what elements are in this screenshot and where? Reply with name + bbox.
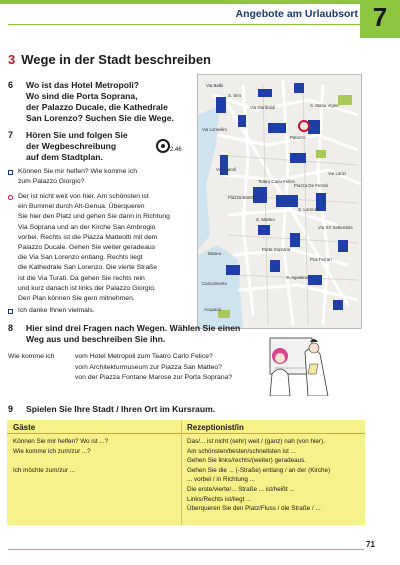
exercise-6-line: Wo sind die Porta Soprana,	[26, 91, 138, 101]
guest-phrase	[13, 456, 178, 466]
woman-with-map-illustration	[250, 334, 360, 396]
table-header-reception: Rezeptionist/in	[187, 423, 244, 432]
exercise-7-line: der Wegbeschreibung	[26, 141, 117, 151]
map-label: Via Cairoli	[216, 167, 236, 172]
map-label: Palazzo	[290, 135, 306, 140]
dialog-turn-3	[8, 306, 193, 316]
guest-phrase: Können Sie mir helfen? Wo ist ...?	[13, 438, 109, 445]
dialog-line: Der ist nicht weit von hier. Am schönsten ist	[18, 193, 149, 200]
exercise-9-title: Spielen Sie Ihre Stadt / Ihren Ort im Kursraum.	[26, 404, 216, 414]
exercise-6-line: Wo ist das Hotel Metropoli?	[26, 80, 139, 90]
reception-phrase: ... vorbei / in Richtung ...	[187, 476, 255, 484]
dialog-line: Via Soprana und an der Kirche San Ambrogio	[18, 223, 156, 231]
reception-phrase: Gehen Sie die ... (-Straße) entlang / an der (Kirche)	[187, 466, 331, 474]
exercise-6-line: der Palazzo Ducale, die Kathedrale	[26, 102, 168, 112]
reception-phrase: Das/... ist nicht (sehr) weit / (ganz) nah (von hier).	[187, 438, 325, 445]
route-option: vom Hotel Metropoli zum Teatro Carlo Felice?	[75, 353, 213, 360]
map-label: Caricamento	[202, 281, 227, 286]
exercise-7-text	[26, 130, 128, 163]
dialog-line: und kurz danach ist links der Palazzo Giorgio.	[18, 284, 156, 292]
table-header-guests: Gäste	[13, 423, 36, 432]
map-label: S. Lorenzo	[298, 207, 320, 212]
dialog-line: die Via San Lorenzo entlang. Rechts liegt	[18, 254, 143, 262]
page-number: 71	[366, 540, 375, 549]
exercise-8-line: Weg aus und beschreiben Sie ihn.	[26, 334, 166, 344]
exercise-8-text	[26, 323, 240, 345]
reception-phrase: Die erste/vierte/... Straße ... ist/heißt ...	[187, 485, 295, 493]
dialog-line: Ich danke Ihnen vielmals.	[18, 307, 95, 314]
phrase-table	[7, 420, 365, 525]
city-map[interactable]	[197, 74, 362, 329]
dialog-line: Palazzo Ducale. Gehen Sie weiter geradeaus	[18, 244, 156, 252]
exercise-8-line: Hier sind drei Fragen nach Wegen. Wählen Sie einen	[26, 323, 241, 333]
map-label: S. Maria Vigne	[310, 103, 339, 108]
exercise-7-number: 7	[8, 130, 14, 140]
exercise-6-text	[26, 80, 174, 124]
route-prompt: Wie komme ich	[8, 353, 55, 360]
table-column-divider	[181, 420, 182, 525]
map-label: Piazza Banchi	[228, 195, 256, 200]
map-label: Via Garibaldi	[250, 105, 276, 110]
dialog-line: Können Sie mir helfen? Wie komme ich	[18, 168, 137, 175]
map-label: Via Lanzi	[328, 171, 346, 176]
dialog-turn-2	[8, 192, 193, 304]
map-label: Via XX Settembre	[318, 225, 353, 230]
exercise-7-line: auf dem Stadtplan.	[26, 152, 103, 162]
audio-track-label: 2.46	[170, 147, 182, 153]
chapter-badge	[360, 0, 400, 38]
map-label: S. Agostino	[286, 275, 309, 280]
guest-phrase: Wie komme ich zum/zur ...?	[13, 447, 91, 455]
header-accent-bar	[0, 0, 362, 4]
exercise-8-routes	[8, 352, 232, 384]
map-label: Teatro Carlo Felice	[258, 179, 295, 184]
exercise-6-number: 6	[8, 80, 14, 90]
reception-phrase: Gehen Sie links/rechts/(weiter) geradeaus.	[187, 457, 306, 465]
exercise-7-line: Hören Sie und folgen Sie	[26, 130, 128, 140]
dialog-line: ein Bummel durch Alt-Genua. Überqueren	[18, 203, 145, 211]
guest-phrase: Ich möchte zum/zur ...	[13, 466, 75, 474]
guests-column	[13, 437, 178, 475]
exercise-9-number: 9	[8, 404, 14, 414]
map-label: Piazza De Ferrari	[294, 183, 329, 188]
reception-column	[187, 437, 363, 514]
map-label: Museo	[208, 251, 222, 256]
section-title-text: Wege in der Stadt beschreiben	[21, 52, 211, 67]
map-label: Via Lomellini	[202, 127, 227, 132]
dialog-line: ist die Via Turati. Da gehen Sie rechts rein	[18, 274, 145, 282]
exercise-6-line: San Lorenzo? Suchen Sie die Wege.	[26, 113, 174, 123]
hotel-location-marker[interactable]	[298, 120, 310, 132]
map-label: Pza Ferrari	[310, 257, 332, 262]
map-label: S. Siro	[228, 93, 242, 98]
reception-phrase: Links/Rechts ist/liegt ...	[187, 495, 252, 503]
chapter-number: 7	[372, 2, 388, 32]
route-option: vom Architekturmuseum zur Piazza San Matteo?	[75, 363, 222, 371]
map-label: Via Balbi	[206, 83, 224, 88]
table-header-rule	[7, 433, 365, 434]
chapter-title: Angebote am Urlaubsort	[235, 8, 358, 20]
map-label: Porta Soprana	[262, 247, 291, 252]
header-rule	[8, 24, 360, 25]
route-option: von der Piazza Fontane Marose zur Porta Soprana?	[75, 374, 233, 381]
dialog-line: die Kathedrale San Lorenzo. Die vierte Straße	[18, 264, 158, 272]
dialog-turn-1	[8, 167, 193, 187]
reception-phrase: Überqueren Sie den Platz/Fluss / die Straße / ...	[187, 505, 321, 513]
audio-cd-icon[interactable]	[156, 139, 170, 153]
dialog-line: zum Palazzo Giorgio?	[18, 178, 85, 186]
footer-rule	[8, 549, 364, 550]
map-label: S. Matteo	[256, 217, 275, 222]
exercise-8-number: 8	[8, 323, 14, 333]
map-label: Acquario	[204, 307, 222, 312]
reception-phrase: Am schönsten/besten/schnellsten ist ...	[187, 447, 296, 455]
section-number: 3	[8, 52, 16, 67]
dialog-line: Den Plan können Sie gern mitnehmen.	[18, 295, 135, 303]
dialog-line: Sie hier den Platz und gehen Sie dann in Richtung	[18, 213, 170, 221]
dialog-line: vorbei. Rechts ist die Piazza Matteotti mit dem	[18, 233, 158, 241]
section-title	[8, 52, 211, 67]
